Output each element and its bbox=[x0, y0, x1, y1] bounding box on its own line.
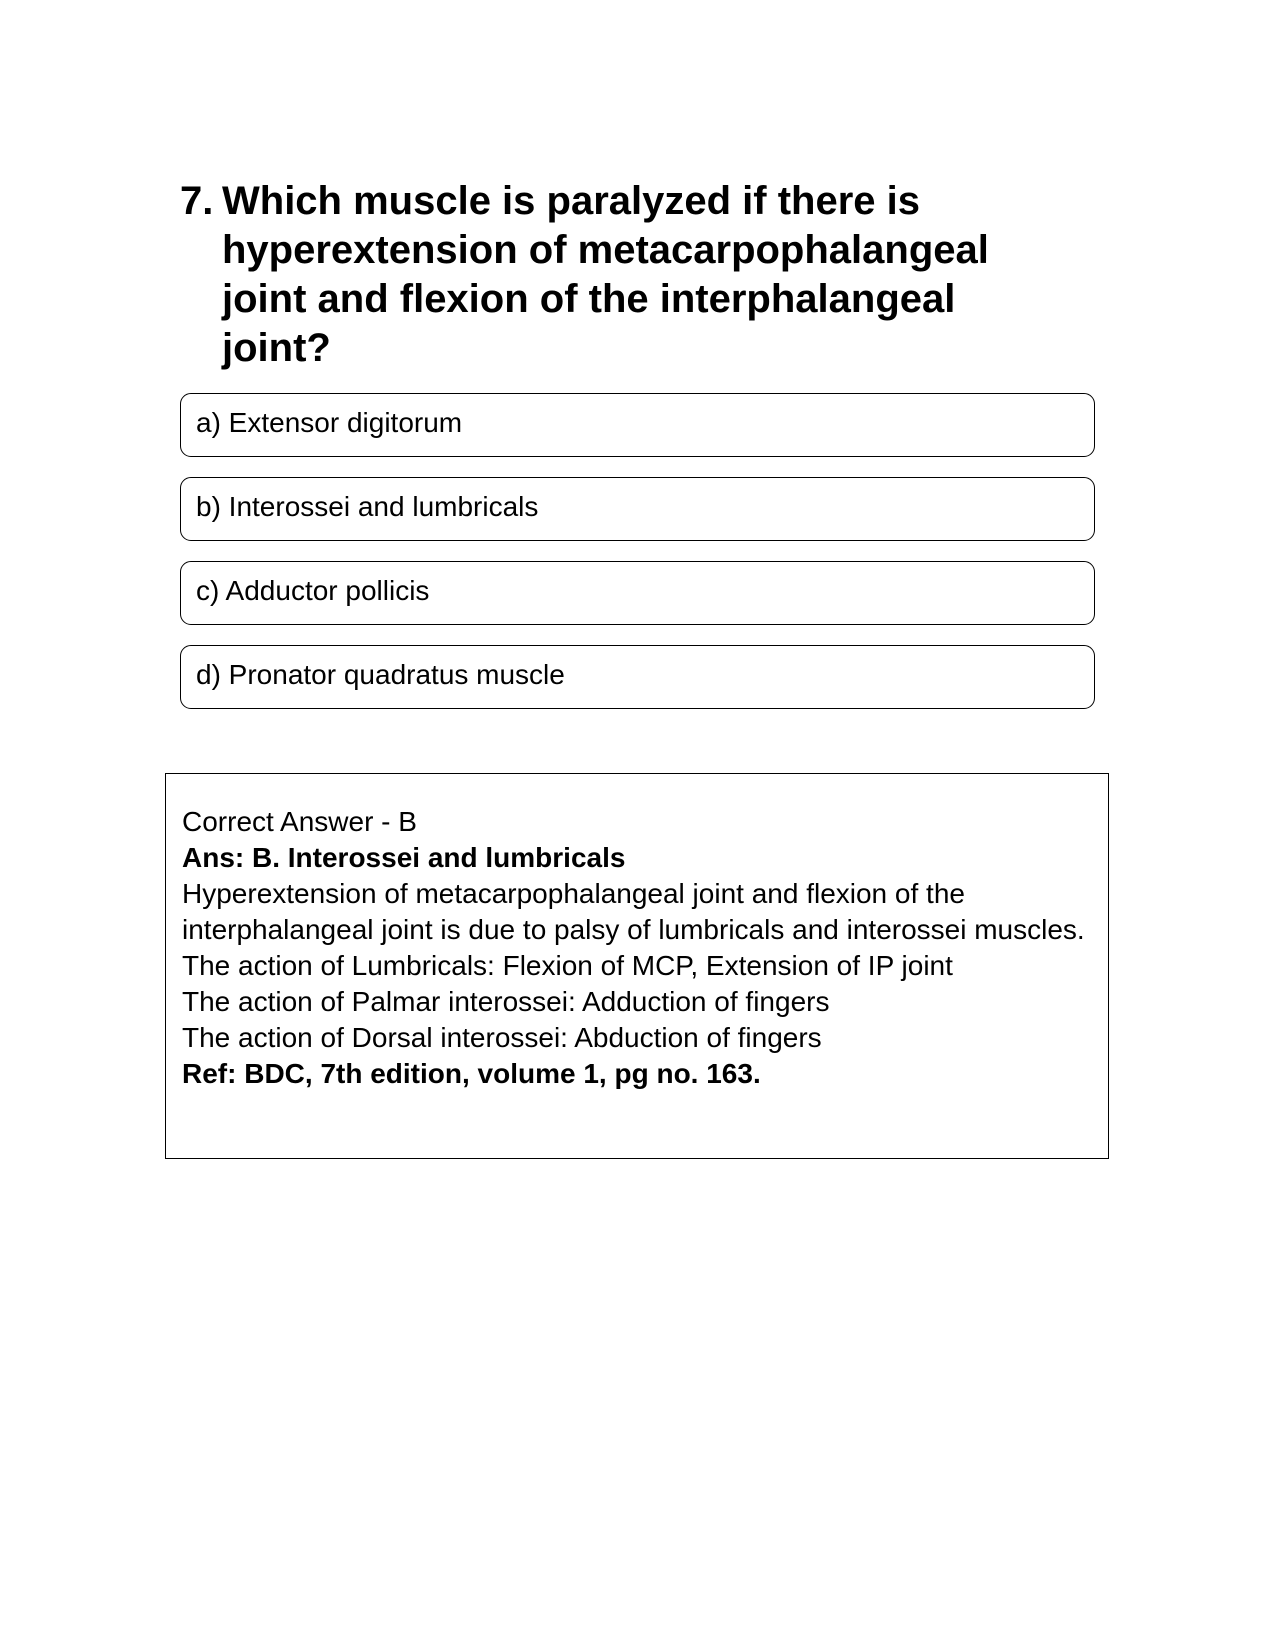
explanation-text: Hyperextension of metacarpophalangeal joint and flexion of the interphalangeal joint is due to palsy of lumbricals and interossei muscles. bbox=[182, 878, 1085, 945]
option-d-label: d) Pronator quadratus muscle bbox=[196, 659, 565, 690]
question bbox=[180, 177, 1060, 373]
option-c-label: c) Adductor pollicis bbox=[196, 575, 430, 606]
option-a-label: a) Extensor digitorum bbox=[196, 407, 463, 438]
dorsal-interossei-action: The action of Dorsal interossei: Abduction of fingers bbox=[182, 1022, 822, 1053]
answer-title: Ans: B. Interossei and lumbricals bbox=[182, 842, 626, 873]
correct-answer-line: Correct Answer - B bbox=[182, 806, 417, 837]
palmar-interossei-action: The action of Palmar interossei: Adduction of fingers bbox=[182, 986, 830, 1017]
reference-line: Ref: BDC, 7th edition, volume 1, pg no. 163. bbox=[182, 1058, 761, 1089]
option-b[interactable] bbox=[180, 477, 1095, 541]
answer-explanation-box bbox=[165, 773, 1109, 1159]
option-d[interactable] bbox=[180, 645, 1095, 709]
question-text: Which muscle is paralyzed if there is hyperextension of metacarpophalangeal joint and flexion of the interphalangeal joint? bbox=[222, 179, 989, 370]
option-b-label: b) Interossei and lumbricals bbox=[196, 491, 539, 522]
option-c[interactable] bbox=[180, 561, 1095, 625]
lumbricals-action: The action of Lumbricals: Flexion of MCP, Extension of IP joint bbox=[182, 950, 953, 981]
option-a[interactable] bbox=[180, 393, 1095, 457]
question-number: 7. bbox=[180, 179, 214, 223]
